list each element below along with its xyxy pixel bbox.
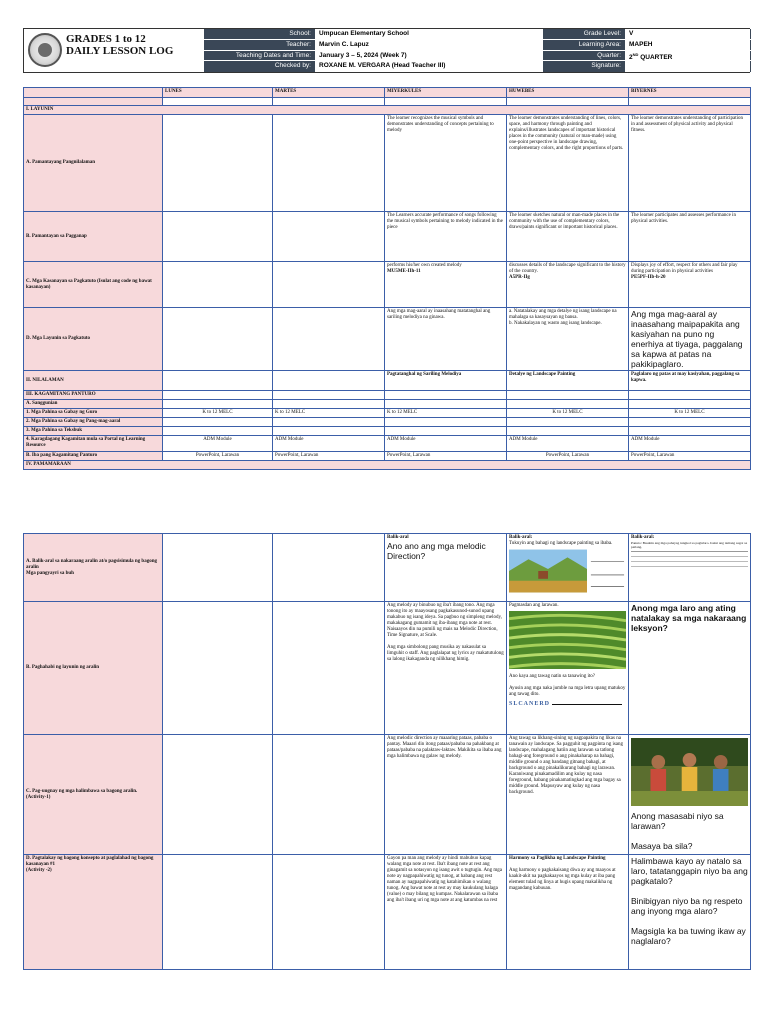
competency-thu: discusses details of the landscape significant to the history of the country. A5PR-IIg [507, 262, 629, 308]
row-label-pagtalakay: D. Pagtalakay ng bagong konsepto at paglalahad ng bagong kasanayan #1 (Activity -2) [24, 855, 163, 970]
header [23, 28, 750, 73]
teacher-value: Marvin C. Lapuz [314, 40, 544, 50]
purpose-fri: Anong mga laro ang ating natalakay sa mga nakaraang leksyon? [629, 602, 751, 735]
quarter-value: 2ND QUARTER [624, 51, 751, 61]
school-value: Umpucan Elementary School [314, 29, 544, 39]
row-label-layunin-pagkatuto: D. Mga Layunin sa Pagkatuto [24, 308, 163, 371]
content-thu: Detalye ng Landscape Painting [507, 371, 629, 391]
rice-terraces-image [509, 611, 626, 669]
review-wed: Balik-aral Ano ano ang mga melodic Direction? [385, 534, 507, 602]
area-label: Learning Area: [544, 40, 624, 50]
dates-value: January 3 – 5, 2024 (Week 7) [314, 51, 544, 61]
content-wed: Pagtatanghal ng Sariling Melodiya [385, 371, 507, 391]
section-pamamaraan: IV. PAMAMARAAN [24, 461, 751, 470]
adm-thu: ADM Module [507, 436, 629, 452]
area-value: MAPEH [624, 40, 751, 50]
content-standard-thu: The learner demonstrates understanding of lines, colors, space, and harmony through painting and explains/illustrates landscapes of important historical places in the community (natural or man-made) using one-point perspective in landscape drawing, complementary colors, and the right proportions of parts. [507, 115, 629, 212]
materials-wed: PowerPoint, Larawan [385, 452, 507, 461]
dates-label: Teaching Dates and Time: [204, 51, 314, 61]
row-label-teksbuk: 3. Mga Pahina sa Teksbuk [24, 427, 163, 436]
discussion-fri: Halimbawa kayo ay natalo sa laro, tatatanggapin niyo ba ang pagkatalo? Binibigyan niyo ba ng respeto ang inyong mga alaro? Magsigla ka ba tuwing ikaw ay naglalaro? [629, 855, 751, 970]
ref-tue: K to 12 MELC [273, 409, 385, 418]
objective-fri: Ang mga mag-aaral ay inaasahang maipapakita ang kasiyahan na puno ng enerhiya at tiyaga, paggalang sa kapwa at patas na pakikipaglaro. [629, 308, 751, 371]
discussion-wed: Gayon pa man ang melody ay hindi mabubuo kapag walang mga note at rest. Iba't ibang note at rest ang ginagamit sa notasyon ng isang awit o tugtugin. Ang mga note ay nagpapahiwatig ng tunog, at habang ang rest naman ay nagpapahiwatig ng katahimikan o walang tunog. Ang bawat note at rest ay may kaukulang halaga (value) o may bilang ng kumpas. Nakalarawan sa ibaba ang iba't ibang uri ng mga note at ang katumbas na rest [385, 855, 507, 970]
row-label-paghahabi: B. Paghahabi ng layunin ng aralin [24, 602, 163, 735]
header-meta [204, 29, 751, 72]
competency-wed: performs his/her own created melody MU5ME-IIh-11 [385, 262, 507, 308]
signature-label: Signature: [544, 61, 624, 72]
adm-tue: ADM Module [273, 436, 385, 452]
row-label-pamantayang-pangnilalaman: A. Pamantayang Pangnilalaman [24, 115, 163, 212]
lesson-log-table-1 [23, 87, 751, 470]
day-biyernes: BIYERNES [629, 88, 751, 98]
content-standard-fri: The learner demonstrates understanding of participation in and assessment of physical activity and physical fitness. [629, 115, 751, 212]
jumble-word: SLCANERD [509, 701, 551, 707]
form-title-grades: GRADES 1 to 12 [66, 33, 146, 45]
content-fri: Paglalaro ng patas at may kasiyahan, paggalang sa kapwa. [629, 371, 751, 391]
purpose-thu: Pagmasdan ang larawan. Ano kaya ang tawag natin sa tanawing ito? Ayusin ang mga naka jumble na mga letra upang matukoy ang tawag dito. SLCANERD [507, 602, 629, 735]
review-thu: Balik-aral: Tukuyin ang bahagi ng landscape painting sa ibaba. [507, 534, 629, 602]
grade-label: Grade Level: [544, 29, 624, 39]
row-label-portal: 4. Karagdagang Kagamitan mula sa Portal ng Learning Resource [24, 436, 163, 452]
purpose-wed: Ang melody ay binubuo ng iba't ibang tono. Ang mga tonong ito ay maayosang pagkakasunod-sunod upang makabuo ng isang ideya. Sa pagbuo ng simpleng melody, makakagang gumamit ng iba-ibang mga note at rest. Naisaayos din na pumili ng mais na Melodic Direction, Time Signature, at Scale. Ang mga simbolong pang musika ay nakasulat sa limguhit o staff. Ang paglalapat ng lyrics ay makatutulong sa lalong ikakaganda ng nilikhang himig. [385, 602, 507, 735]
checked-value: ROXANE M. VERGARA (Head Teacher III) [314, 61, 544, 72]
day-miyerkules: MIYERKULES [385, 88, 507, 98]
objective-thu: a. Natatalakay ang mga detalye ng isang landscape na mahalaga sa kasaysayan ng bansa. b. Nakakalayan ng wasto ang isang landscape. [507, 308, 629, 371]
examples-fri: Anong masasabi niyo sa larawan? Masaya ba sila? [629, 735, 751, 855]
materials-tue: PowerPoint, Larawan [273, 452, 385, 461]
examples-wed: Ang melodic direction ay maaaring pataas, pababa o pantay. Maaari din itong pataas/pababa na pahakbang at pataas/pababa na palaktaw-laktaw. Makikita sa ibaba ang mga halimbawa ng galaw ng melody. [385, 735, 507, 855]
row-label-pag-uugnay: C. Pag-uugnay ng mga halimbawa sa bagong aralin. (Activity-1) [24, 735, 163, 855]
ref-mon: K to 12 MELC [163, 409, 273, 418]
adm-fri: ADM Module [629, 436, 751, 452]
deped-seal-icon [28, 33, 62, 67]
examples-thu: Ang tawag sa likhang-sining ng nagpapakita ng likas na tanawain ay landscape. Sa pagguhit ng pagpinta ng isang landscape, mahalagang hatiin ang larawan sa tatlong bahagi-ang foreground o ang pinakaharap na bahagi, middle ground o ang bandang gitnang bahagi, at background o ang pinakalikurang bahagi ng larawan. Karaniwang pinakamadilim ang kulay ng nasa foreground, habang pinakamatingkad ang mga bagay sa middle ground. Mapusyaw ang kulay ng nasa background. [507, 735, 629, 855]
row-label-gabay-guro: 1. Mga Pahina sa Gabay ng Guro [24, 409, 163, 418]
adm-wed: ADM Module [385, 436, 507, 452]
row-label-nilalaman: II. NILALAMAN [24, 371, 163, 391]
ref-wed: K to 12 MELC [385, 409, 507, 418]
day-huwebes: HUWEBES [507, 88, 629, 98]
adm-mon: ADM Module [163, 436, 273, 452]
materials-fri: PowerPoint, Larawan [629, 452, 751, 461]
lesson-log-table-2 [23, 533, 751, 970]
checked-label: Checked by: [204, 61, 314, 72]
section-kagamitan: III. KAGAMITANG PANTURO [24, 391, 163, 400]
signature-value [624, 61, 751, 72]
day-martes: MARTES [273, 88, 385, 98]
competency-fri: Displays joy of effort, respect for others and fair play during participation in physical activities PE5PF-IIb-h-20 [629, 262, 751, 308]
materials-mon: PowerPoint, Larawan [163, 452, 273, 461]
day-lunes: LUNES [163, 88, 273, 98]
landscape-parts-image [509, 549, 626, 593]
row-label-pamantayan-pagganap: B. Pamantayan sa Pagganap [24, 212, 163, 262]
form-title-dll: DAILY LESSON LOG [66, 45, 174, 57]
row-label-balik-aral: A. Balik-aral sa nakaraang aralin at/o pagsisimula ng bagong aralin Mga pangyayri sa buh [24, 534, 163, 602]
row-label-sanggunian: A. Sanggunian [24, 400, 163, 409]
school-label: School: [204, 29, 314, 39]
days-header-row [24, 88, 751, 98]
materials-thu: PowerPoint, Larawan [507, 452, 629, 461]
section-layunin: I. LAYUNIN [24, 106, 751, 115]
row-label-gabay-mag-aaral: 2. Mga Pahina sa Gabay ng Pang-mag-aaral [24, 418, 163, 427]
performance-standard-wed: The Learners accurate performance of songs following the musical symbols pertaining to melody indicated in the piece [385, 212, 507, 262]
quarter-label: Quarter: [544, 51, 624, 61]
performance-standard-fri: The learner participates and assesses performance in physical activities. [629, 212, 751, 262]
objective-wed: Ang mga mag-aaral ay inaasahang matatanghal ang sariling melodiya na ginawa. [385, 308, 507, 371]
performance-standard-thu: The learner sketches natural or man-made places in the community with the use of complementary colors, draws/paints significant or important historical places. [507, 212, 629, 262]
ref-fri: K to 12 MELC [629, 409, 751, 418]
review-fri: Balik-aral: Panuto: Basahin ang mga pahayag tungkol sa paglalaro. Isulat ang tamang sagot sa patlang. [629, 534, 751, 602]
teacher-label: Teacher: [204, 40, 314, 50]
children-playing-image [631, 738, 748, 806]
row-label-iba-pang-kagamitan: B. Iba pang Kagamitang Panturo [24, 452, 163, 461]
grade-value: V [624, 29, 751, 39]
row-label-kasanayan: C. Mga Kasanayan sa Pagkatuto (Isulat ang code ng bawat kasanayan) [24, 262, 163, 308]
content-standard-wed: The learner recognizes the musical symbols and demonstrates understanding of concepts pertaining to melody [385, 115, 507, 212]
discussion-thu: Harmony sa Paglikha ng Landscape Painting Ang harmony o pagkakaisang diwa ay ang maayos at kaakit-akit na pagkakaayos ng mga kulay at iba pang element tulad ng linya at hugis upang makalikha ng magandang kabuuan. [507, 855, 629, 970]
ref-thu: K to 12 MELC [507, 409, 629, 418]
